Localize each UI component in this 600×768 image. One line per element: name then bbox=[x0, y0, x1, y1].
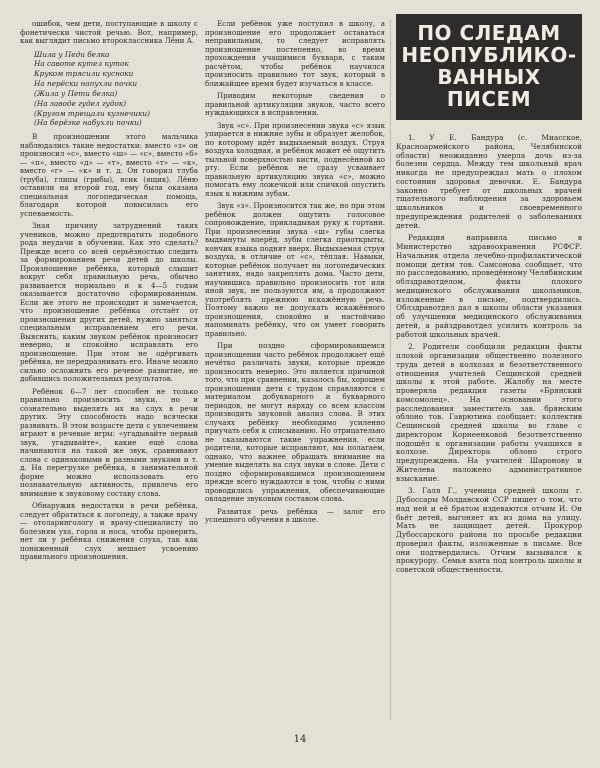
paragraph: Обнаружив недостатки в речи ребёнка, следует обратиться к логопеду, а также врачу — отоларингологу и врачу-специалисту по болезням уха, горла и носа, чтобы проверить, нет ли у ребёнка снижения слуха, так как пониженный слух мешает усвоению правильного произношения. bbox=[20, 501, 198, 562]
poem-line: (Жила у Пети белка) bbox=[34, 88, 118, 98]
headline-line: НЕОПУБЛИКО- bbox=[401, 43, 577, 67]
article-column-1 bbox=[20, 20, 198, 562]
paragraph: Развитая речь ребёнка — залог его успешного обучения в школе. bbox=[205, 506, 385, 524]
poem-line: (На заводе гудел гудок) bbox=[34, 98, 127, 108]
paragraph: При поздно сформировавшемся произношении часто ребёнок продолжает ещё нечётко различать звуки, которые прежде произносить неверно. Это является причиной того, что при сравнении, казалось бы, хорошем произношении дети с трудом справляются с материалом добукварного и букварного периодов, не могут наряду со всем классом производить звуковой анализ слова. В этих случаях ребёнку необходимо усиленно приучать себя к списыванию. Но отрицательно не сказываются такие упражнения, если родители, которые исправляют, мы полагаем, однако, что важнее обращать внимание на умение выделять на слух звуки в слове. Дети с поздно сформировавшимся произношением прежде всего нуждаются в том, чтобы с ними проводились упражнения, обеспечивающие овладение звуковым составом слова. bbox=[205, 341, 385, 503]
headline-line: ПО СЛЕДАМ bbox=[417, 21, 561, 45]
page-number: 14 bbox=[293, 734, 307, 745]
poem-misspelled bbox=[34, 50, 198, 129]
headline-line: ВАННЫХ bbox=[437, 65, 541, 89]
poem-line: На перёски напухли почки bbox=[34, 79, 138, 89]
poem-line: (На берёзке набухли почки) bbox=[34, 118, 142, 128]
paragraph: Приводим некоторые сведения о правильной артикуляции звуков, часто всего нуждающихся в исправлении. bbox=[205, 91, 385, 117]
paragraph: Ребёнок 6—7 лет способен не только правильно произносить звуки, но и сознательно выделять их на слух в речи других. Эту способность надо всячески развивать. В этом возрасте дети с увлечением играют в речевые игры: «угадывайте первый звук, угадывайте», какие ещё слова начинаются на такой же звук, сравнивают слова с одинаковыми и разными звуками и т. д. На перегрузке ребёнка, в занимательной форме можно использовать его познавательную активность, привлечь его внимание к звуковому составу слова. bbox=[20, 386, 198, 498]
column-divider bbox=[390, 20, 391, 720]
article-column-2 bbox=[205, 20, 385, 525]
paragraph: 2. Родители сообщили редакции факты плохой организации общественно полезного труда детей в колхозах и безответственного отношения учителей Сещинской средней школы к этой работе. Жалобу на месте проверяла редакция газеты «Брянский комсомолец». На основании этого расследования заместитель зав. брянским облоно тов. Гаврютина сообщает: коллектив Сещинской средней школы во главе с директором Корнеенковой безответственно подошёл к организации работы учащихся в колхозе. Директора облоно строго предупреждена. На учителей Шаронову и Жителева наложено административное взыскание. bbox=[396, 342, 582, 483]
paragraph: В произношении этого мальчика наблюдались такие недостатки: вместо «з» он произносил «с», вместо «ш» — «с», вместо «б» — «п», вместо «д» — «т», вместо «т» — «к», вместо «г» — «к» и т. д. Он говорил тлуба (труба), глипы (грибы), ясик (ящик). Лёню оставили на второй год, ему была оказана специальная логопедическая помощь, благодаря которой повысилась его успеваемость. bbox=[20, 132, 198, 218]
paragraph: Звук «с». При произнесении звука «с» язык упирается в нижние зубы и образует желобок, по которому идёт выдыхаемый воздух. Струя воздуха холодная, и ребёнок может её ощутить тыльной поверхностью кисти, поднесённой ко рту. Если ребёнок не сразу усваивает правильную артикуляцию звука «с», можно помогать ему ложечкой или спичкой опустить язык к нижним зубам. bbox=[205, 120, 385, 198]
paragraph: 3. Галя Г., ученица средней школы г. Дубоссары Молдавской ССР пишет о том, что над ней и её братом издеваются отчим И. Он бьёт детей, выгоняет их из дома на улицу. Мать не защищает детей. Прокурор Дубоссарского района по просьбе редакции проверил факты, изложенные в письме. Все они подтвердились. Отчим вызывался к прокурору. Семья взята под контроль школы и советской общественности. bbox=[396, 486, 582, 574]
headline-line: ПИСЕМ bbox=[446, 87, 532, 111]
paragraph: Редакция направила письмо в Министерство здравоохранения РСФСР. Начальник отдела лечебно-профилактической помощи детям тов. Самсонова сообщает, что по расследованию, проведённому Челябинским облздравотделом, факты плохого медицинского обслуживания школьников, изложенные в письме, подтвердились. Облздравотдел дал в школы области указания об улучшении медицинского обслуживания детей, а райздравотдел усилить контроль за работой школьных врачей. bbox=[396, 233, 582, 339]
letters-sidebar bbox=[396, 14, 582, 575]
poem-line: Шила у Педи белка bbox=[34, 49, 110, 59]
poem-line: На савоте кутел куток bbox=[34, 59, 129, 69]
poem-line: (Кругом трещали кузнечики) bbox=[34, 108, 150, 118]
paragraph: 1. У Е. Бандура (с. Миасское, Красноармейского района, Челябинской области) неожиданно умерла дочь из-за болезни сердца. Между тем школьный врач никогда не предупреждал мать о плохом состоянии здоровья девочки. Е. Бандура законно требует от школьных врачей тщательного наблюдения за здоровьем школьников и своевременного предупреждения родителей о заболеваниях детей. bbox=[396, 133, 582, 230]
poem-line: Крyком трясили кусноки bbox=[34, 69, 134, 79]
paragraph: Если ребёнок уже поступил в школу, а произношение его продолжает оставаться неправильным, то следует исправлять произношение постепенно, во время прохождения учащимися букваря, с таким расчётом, чтобы ребёнок научился произносить правильно тот звук, который в ближайшее время будет изучаться в классе. bbox=[205, 19, 385, 88]
paragraph: Зная причину затруднений таких учеников, можно предотвратить подобного рода неудачи в обучении. Как это сделать? Прежде всего со всей серьёзностью следить за формированием речи детей до школы. Произношение ребёнка, который слышит вокруг себя правильную речь, обычно развивается нормально и к 4—5 годам оказывается достаточно сформированным. Если же этого не происходит и замечается, что произношение ребёнка отстаёт от произношения других детей, нужно заняться специальным исправлением его речи. Выяснить, каким звуком ребёнок произносит неверно, и спокойно исправлять его произношение. При этом не одёргивать ребёнка, не передразнивать его. Иначе можно сильно осложнить его речевое развитие, не добившись положительных результатов. bbox=[20, 221, 198, 384]
paragraph: Звук «з». Произносится так же, но при этом ребёнок должен ощутить голосовое сопровождение, прикладывая руку к гортани. При произнесении звука «ш» губы слегка выдвинуты вперёд, зубы слегка приоткрыты, кончик языка поднят вверх. Выдыхаемая струя воздуха, в отличие от «с», тёплая. Навыки, которые ребёнок получает на логопедических занятиях, надо закреплять дома. Часто дети, научившись правильно произносить тот или иной звук, не пользуются им, а продолжают употреблять прежнюю искажённую речь. Поэтому важно не допускать искажённого произношения, спокойно и настойчиво напоминать ребёнку, что он умеет говорить правильно. bbox=[205, 201, 385, 338]
sidebar-headline bbox=[396, 14, 582, 120]
paragraph: ошибок, чем дети, поступающие в школу с фонетически чистой речью. Вот, например, как выглядит письмо второклассника Лёни А. bbox=[20, 19, 198, 45]
